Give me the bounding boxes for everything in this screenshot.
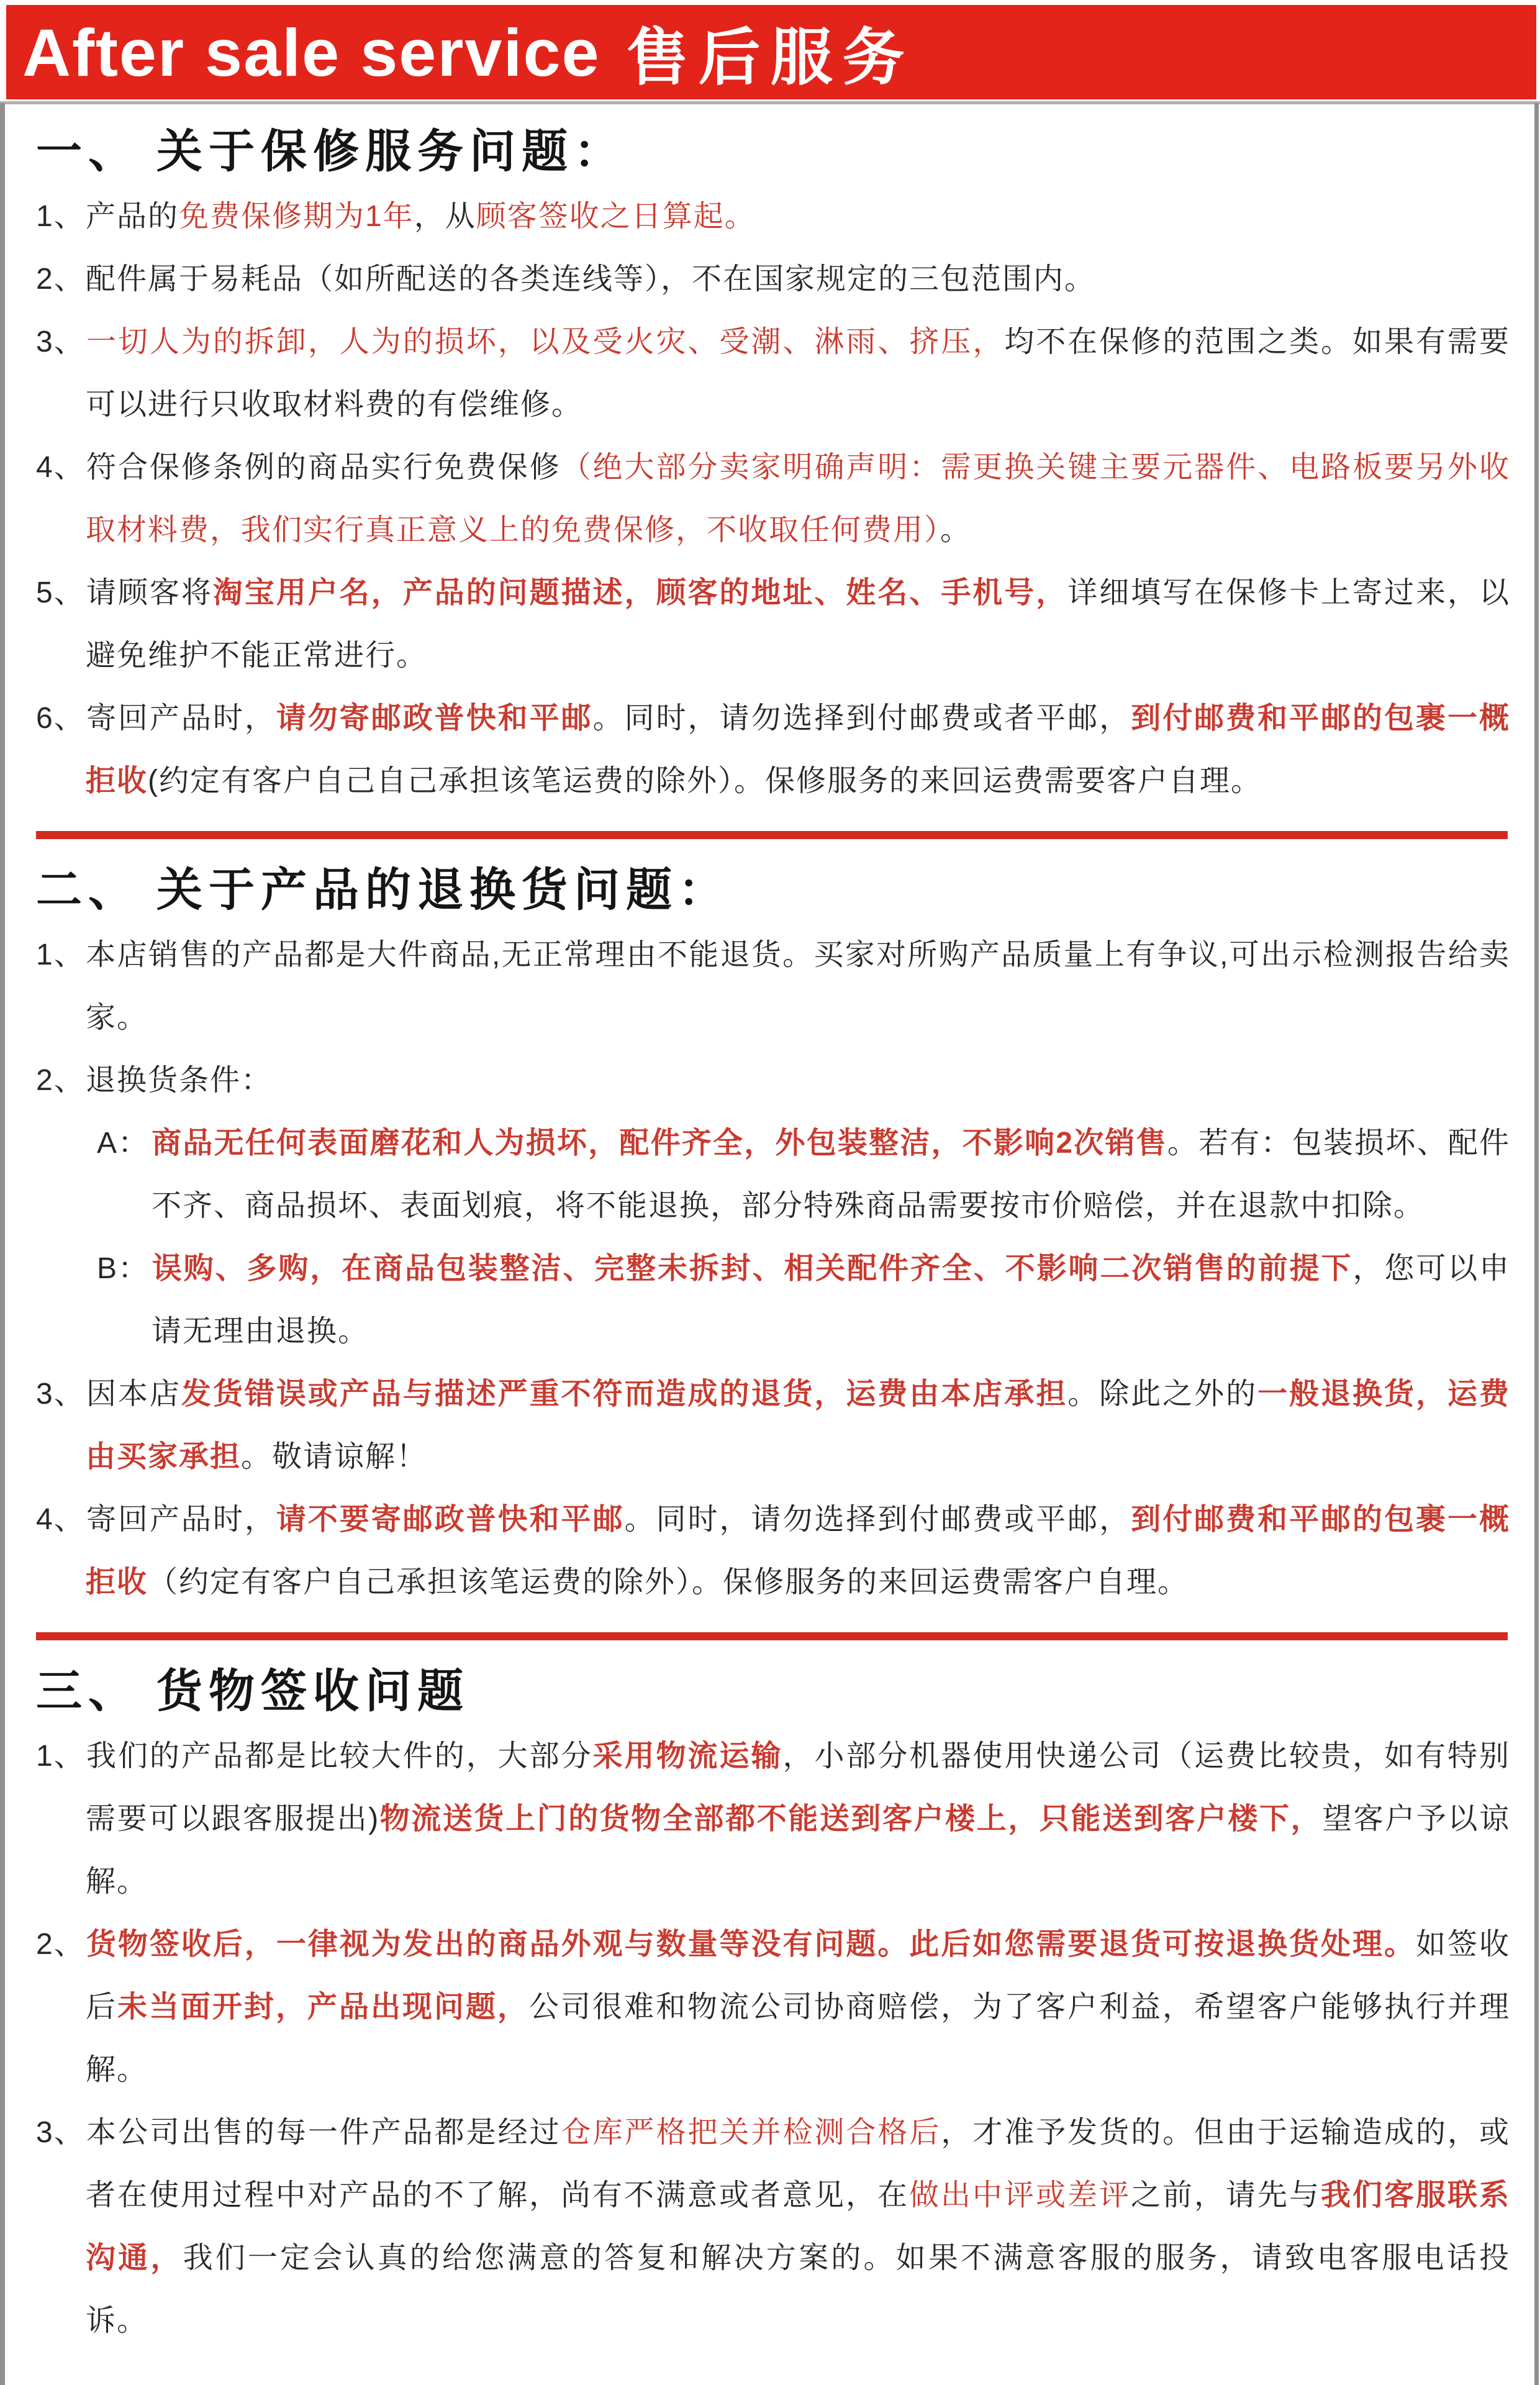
- text-segment: （绝大部分卖家明确声明：需更换关键主要元器件、电路板要另外收取材料费，我们实行真正意义上的免费保修，不收取任何费用）: [86, 451, 1510, 547]
- policy-item: [97, 1237, 1510, 1363]
- item-marker: 4、: [36, 451, 85, 484]
- item-marker: 1、: [36, 938, 85, 971]
- section-number: 一、: [36, 125, 140, 177]
- text-segment: 我们客服联系沟通，: [86, 2179, 1510, 2274]
- text-segment: (约定有客户自己自己承担该笔运费的除外）。保修服务的来回运费需要客户自理。: [148, 765, 1262, 797]
- text-segment: 配件属于易耗品（如所配送的各类连线等），不在国家规定的三包范围内。: [86, 263, 1096, 296]
- section-title: 货物签收问题: [156, 1665, 469, 1717]
- policy-item: [36, 1488, 1510, 1614]
- text-segment: 本店销售的产品都是大件商品,无正常理由不能退货。买家对所购产品质量上有争议,可出示检测报告给卖家。: [86, 938, 1510, 1034]
- text-segment: 顾客签收之日算起。: [476, 200, 756, 233]
- text-segment: 。敬请谅解！: [241, 1440, 428, 1473]
- policy-item: [36, 248, 1510, 311]
- text-segment: 请不要寄邮政普快和平邮: [276, 1503, 625, 1536]
- text-segment: 商品无任何表面磨花和人为损坏，配件齐全，外包装整洁，不影响2次销售: [152, 1127, 1167, 1160]
- text-segment: 一般退换货，运费由买家承担: [86, 1378, 1510, 1473]
- text-segment: 请勿寄邮政普快和平邮: [276, 702, 593, 735]
- document-content: [36, 101, 1510, 2352]
- policy-item: [36, 1049, 1510, 1112]
- item-marker: 5、: [36, 576, 85, 609]
- text-segment: 本公司出售的每一件产品都是经过: [86, 2116, 561, 2149]
- section-heading-1: [36, 123, 1510, 180]
- text-segment: 做出中评或差评: [908, 2179, 1131, 2212]
- page-title-english: After sale service: [22, 14, 600, 90]
- text-segment: 公司很难和物流公司协商赔偿，为了客户利益，希望客户能够执行并理解。: [86, 1991, 1510, 2086]
- section-number: 二、: [36, 864, 140, 915]
- text-segment: 仓库严格把关并检测合格后: [561, 2116, 941, 2149]
- item-marker: 3、: [36, 1378, 85, 1411]
- text-segment: 我们一定会认真的给您满意的答复和解决方案的。如果不满意客服的服务，请致电客服电话投诉。: [86, 2242, 1510, 2337]
- text-segment: 。同时，请勿选择到付邮费或者平邮，: [592, 702, 1131, 735]
- text-segment: 我们的产品都是比较大件的，大部分: [86, 1740, 593, 1773]
- policy-item: [36, 1913, 1510, 2101]
- text-segment: 一切人为的拆卸，人为的损坏，以及受火灾、受潮、淋雨、挤压，: [86, 325, 1005, 358]
- text-segment: 物流送货上门的货物全部都不能送到客户楼上，只能送到客户楼下，: [379, 1802, 1323, 1835]
- item-marker: 2、: [36, 1928, 85, 1961]
- policy-item: [36, 1725, 1510, 1913]
- item-marker: 1、: [36, 1740, 85, 1773]
- text-segment: 产品的: [86, 200, 179, 233]
- text-segment: 发货错误或产品与描述严重不符而造成的退货，运费由本店承担: [181, 1378, 1068, 1411]
- text-segment: ，从: [414, 200, 476, 233]
- section-heading-3: [36, 1663, 1510, 1720]
- section-divider: [36, 1632, 1508, 1640]
- text-segment: （约定有客户自己承担该笔运费的除外）。保修服务的来回运费需客户自理。: [148, 1566, 1189, 1599]
- text-segment: 货物签收后，一律视为发出的商品外观与数量等没有问题。此后如您需要退货可按退换货处理。: [86, 1928, 1416, 1961]
- text-segment: 。若有：包装损坏、配件不齐、商品损坏、表面划痕，将不能退换，部分特殊商品需要按市价赔偿，并在退款中扣除。: [152, 1127, 1510, 1222]
- policy-item: [36, 924, 1510, 1049]
- page-border-right: [1534, 103, 1539, 2385]
- text-segment: 到付邮费和平邮的包裹一概拒收: [86, 702, 1510, 797]
- text-segment: 因本店: [86, 1378, 181, 1411]
- text-segment: 之前，请先与: [1130, 2179, 1321, 2212]
- text-segment: 。: [940, 514, 972, 547]
- item-marker: 1、: [36, 200, 85, 233]
- section-divider: [36, 831, 1508, 839]
- text-segment: 符合保修条例的商品实行免费保修: [86, 451, 561, 484]
- text-segment: 采用物流运输: [592, 1740, 783, 1773]
- item-marker: 4、: [36, 1503, 85, 1536]
- policy-item: [36, 436, 1510, 561]
- text-segment: 。除此之外的: [1067, 1378, 1258, 1411]
- text-segment: 详细填写在保修卡上寄过来，以避免维护不能正常进行。: [86, 576, 1510, 672]
- text-segment: 免费保修期为1年: [179, 200, 414, 233]
- text-segment: 到付邮费和平邮的包裹一概拒收: [86, 1503, 1510, 1599]
- text-segment: 未当面开封，产品出现问题，: [117, 1991, 529, 2024]
- section-number: 三、: [36, 1665, 140, 1717]
- policy-item: [36, 687, 1510, 812]
- text-segment: 望客户予以谅解。: [86, 1802, 1510, 1898]
- page-border-left: [0, 103, 5, 2385]
- item-marker: 2、: [36, 1064, 85, 1097]
- text-segment: 如签收后: [86, 1928, 1510, 2024]
- item-marker: 2、: [36, 263, 85, 296]
- item-marker: B：: [97, 1252, 150, 1285]
- policy-item: [36, 2101, 1510, 2352]
- policy-item: [97, 1112, 1510, 1237]
- item-marker: 6、: [36, 702, 85, 735]
- text-segment: 寄回产品时，: [86, 1503, 276, 1536]
- item-marker: 3、: [36, 325, 85, 358]
- policy-item: [36, 311, 1510, 436]
- item-marker: 3、: [36, 2116, 85, 2149]
- text-segment: ，小部分机器使用快递公司（运费比较贵，如有特别需要可以跟客服提出): [86, 1740, 1510, 1835]
- text-segment: 淘宝用户名，产品的问题描述，顾客的地址、姓名、手机号，: [212, 576, 1068, 609]
- text-segment: 寄回产品时，: [86, 702, 276, 735]
- text-segment: ，才准予发货的。但由于运输造成的，或者在使用过程中对产品的不了解，尚有不满意或者意见，在: [86, 2116, 1510, 2212]
- text-segment: 请顾客将: [86, 576, 213, 609]
- section-title: 关于产品的退换货问题：: [156, 864, 730, 915]
- item-marker: A：: [97, 1127, 150, 1160]
- policy-item: [36, 561, 1510, 687]
- text-segment: 误购、多购，在商品包装整洁、完整未拆封、相关配件齐全、不影响二次销售的前提下: [152, 1252, 1353, 1285]
- text-segment: ，您可以申请无理由退换。: [152, 1252, 1510, 1348]
- text-segment: 。同时，请勿选择到付邮费或平邮，: [624, 1503, 1131, 1536]
- text-segment: 均不在保修的范围之类。如果有需要可以进行只收取材料费的有偿维修。: [86, 325, 1510, 421]
- section-heading-2: [36, 861, 1510, 919]
- header-banner: [6, 5, 1536, 99]
- section-title: 关于保修服务问题：: [156, 125, 626, 177]
- page-title-chinese: 售后服务: [626, 23, 915, 93]
- policy-item: [36, 1363, 1510, 1488]
- policy-item: [36, 185, 1510, 248]
- text-segment: 退换货条件：: [86, 1064, 273, 1097]
